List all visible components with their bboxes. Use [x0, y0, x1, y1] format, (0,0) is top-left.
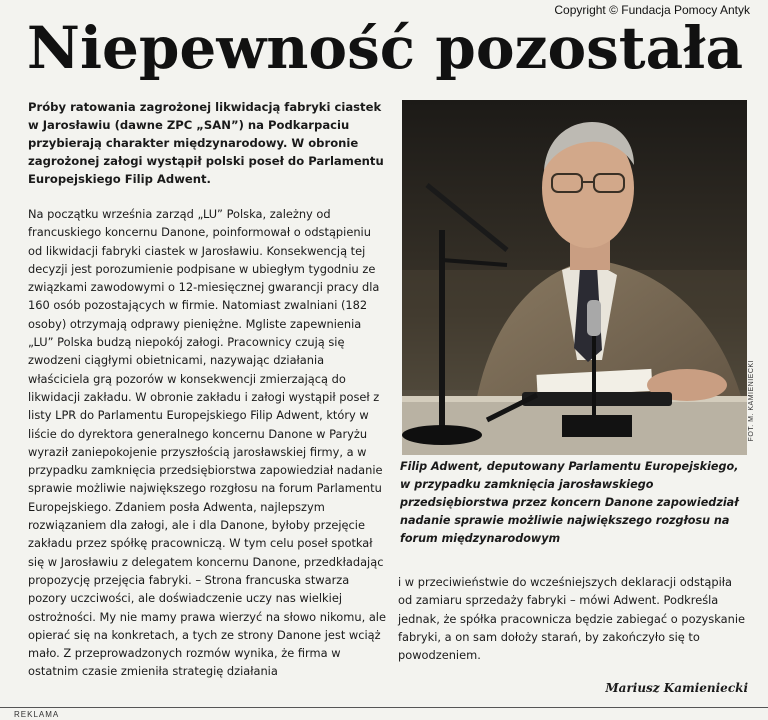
article-body-column-left: Na początku września zarząd „LU” Polska, zależny od francuskiego koncernu Danone, poinformował o odstąpieniu od likwidacji fabryki ciastek w Jarosławiu. Konsekwencją tej decyzji jest porozumienie podpisane w ubiegłym tygodniu ze związkami zawodowymi o 12-miesięcznej gwarancji pracy dla 160 osób pozostających w firmie. Natomiast zwalniani (182 osoby) otrzymają odprawy pieniężne. Mgliste zapewnienia „LU” Polska budzą niepokój załogi. Pracownicy czują się zwodzeni ciągłymi obietnicami, nazywając działania właściciela grą pozorów w konsekwencji zmierzającą do likwidacji zakładu. W obronie zakładu i załogi wystąpił poseł z listy LPR do Parlamentu Europejskiego Filip Adwent, który w liście do dyrektora generalnego koncernu Danone w Paryżu wyraził zaniepokojenie przyszłością jarosławskiej firmy, a w przypadku zamknięcia przedsiębiorstwa zapowiedział nadanie sprawie możliwie największego rozgłosu na forum Parlamentu Europejskiego. Zdaniem posła Adwenta, najlepszym rozwiązaniem dla załogi, ale i dla Danone, byłoby przejęcie zakładu przez spółkę pracowniczą. W tym celu poseł spotkał się w Jarosławiu z delegatem koncernu Danone, przedkładając propozycję przejęcia fabryki. – Strona francuska stwarza pozory uczciwości, ale doświadczenie uczy nas wielkiej ostrożności. My nie mamy prawa wierzyć na słowo nikomu, ale opierać się na konkretach, a tych ze strony Danone jest wciąż mało. Z przeprowadzonych rozmów wynika, że firma w ostatnim czasie zmieniła strategię działania	[28, 207, 386, 679]
article-body-column-right: i w przeciwieństwie do wcześniejszych deklaracji odstąpiła od zamiaru sprzedaży fabryki – mówi Adwent. Podkreśla jednak, że spółka pracownicza będzie zabiegać o pozyskanie fabryki, a on sam dołoży starań, by zakończyło się to powodzeniem.	[398, 575, 745, 663]
footer-divider	[0, 707, 768, 708]
article-lead: Próby ratowania zagrożonej likwidacją fabryki ciastek w Jarosławiu (dawne ZPC „SAN”) na Podkarpaciu przybierają charakter międzynarodowy. W obronie zagrożonej załogi wystąpił polski poseł do Parlamentu Europejskiego Filip Adwent.	[28, 100, 384, 186]
footer-label: REKLAMA	[14, 710, 60, 719]
copyright-notice: Copyright © Fundacja Pomocy Antyk	[554, 3, 750, 17]
photo-illustration	[402, 100, 747, 455]
article-headline: Niepewność pozostała	[26, 14, 744, 82]
article-photo	[402, 100, 747, 455]
article-author: Mariusz Kamieniecki	[605, 681, 748, 695]
photo-credit: FOT. M. KAMIENIECKI	[748, 360, 755, 442]
photo-caption: Filip Adwent, deputowany Parlamentu Europejskiego, w przypadku zamknięcia jarosławskiego przedsiębiorstwa przez koncern Danone zapowiedział nadanie sprawie możliwie największego rozgłosu na forum międzynarodowym	[400, 460, 739, 545]
